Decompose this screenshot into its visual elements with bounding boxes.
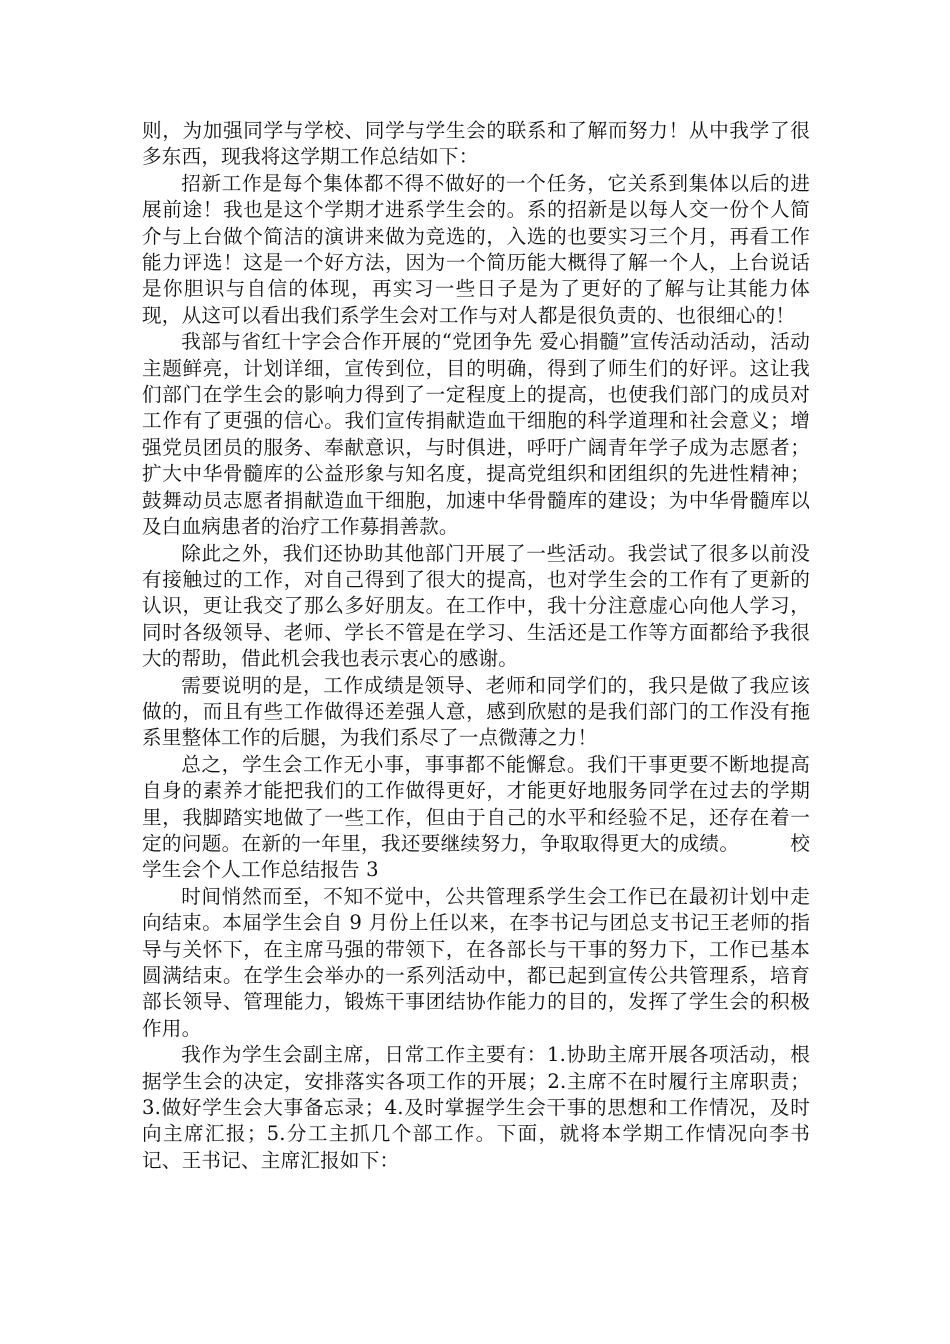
paragraph-8: 我作为学生会副主席，日常工作主要有：1.协助主席开展各项活动，根据学生会的决定，安排落实各项工作的开展；2.主席不在时履行主席职责；3.做好学生会大事备忘录；4.及时掌握学生会干事的思想和工作情况，及时向主席汇报；5.分工主抓几个部工作。下面，就将本学期工作情况向李书记、王书记、主席汇报如下：: [142, 1043, 810, 1172]
paragraph-6: [142, 752, 810, 884]
paragraph-4: 除此之外，我们还协助其他部门开展了一些活动。我尝试了很多以前没有接触过的工作，对自己得到了很大的提高，也对学生会的工作有了更新的认识，更让我交了那么多好朋友。在工作中，我十分注意虚心向他人学习，同时各级领导、老师、学长不管是在学习、生活还是工作等方面都给予我很大的帮助，借此机会我也表示衷心的感谢。: [142, 541, 810, 671]
paragraph-2: 招新工作是每个集体都不得不做好的一个任务，它关系到集体以后的进展前途！我也是这个学期才进系学生会的。系的招新是以每人交一份个人简介与上台做个简洁的演讲来做为竞选的，入选的也要实习三个月，再看工作能力评选！这是一个好方法，因为一个简历能大概得了解一个人，上台说话是你胆识与自信的体现，再实习一些日子是为了更好的了解与让其能力体现，从这可以看出我们系学生会对工作与对人都是很负责的、也很细心的！: [142, 171, 810, 327]
paragraph-1: 则，为加强同学与学校、同学与学生会的联系和了解而努力！从中我学了很多东西，现我将这学期工作总结如下：: [142, 119, 810, 169]
paragraph-3: 我部与省红十字会合作开展的“党团争先 爱心捐髓”宣传活动活动，活动主题鲜亮，计划详细，宣传到位，目的明确，得到了师生们的好评。这让我们部门在学生会的影响力得到了一定程度上的提高，也使我们部门的成员对工作有了更强的信心。我们宣传捐献造血干细胞的科学道理和社会意义；增强党员团员的服务、奉献意识，与时俱进，呼吁广阔青年学子成为志愿者；扩大中华骨髓库的公益形象与知名度，提高党组织和团组织的先进性精神；鼓舞动员志愿者捐献造血干细胞，加速中华骨髓库的建设；为中华骨髓库以及白血病患者的治疗工作募捐善款。: [142, 330, 810, 539]
document-body: [142, 118, 810, 1174]
paragraph-7: 时间悄然而至，不知不觉中，公共管理系学生会工作已在最初计划中走向结束。本届学生会自 9 月份上任以来，在李书记与团总支书记王老师的指导与关怀下，在主席马强的带领下，在各部长与干事的努力下，工作已基本圆满结束。在学生会举办的一系列活动中，都已起到宣传公共管理系，培育部长领导、管理能力，锻炼干事团结协作能力的目的，发挥了学生会的积极作用。: [142, 884, 810, 1040]
section-title: 校学生会个人工作总结报告 3: [142, 831, 810, 882]
paragraph-6-text: 总之，学生会工作无小事，事事都不能懈怠。我们干事更要不断地提高自身的素养才能把我们的工作做得更好，才能更好地服务同学在过去的学期里，我脚踏实地做了一些工作，但由于自己的水平和经验不足，还存在着一定的问题。在新的一年里，我还要继续努力，争取取得更大的成绩。: [142, 752, 810, 855]
paragraph-5: 需要说明的是，工作成绩是领导、老师和同学们的，我只是做了我应该做的，而且有些工作做得还差强人意，感到欣慰的是我们部门的工作没有拖系里整体工作的后腿，为我们系尽了一点微薄之力！: [142, 673, 810, 750]
